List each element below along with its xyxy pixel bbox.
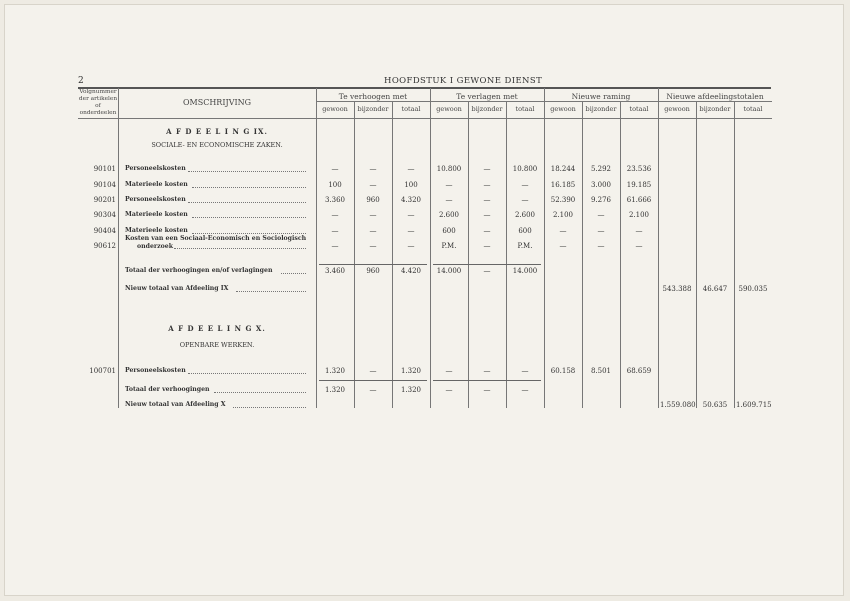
grid-hline <box>316 101 772 102</box>
cell-value: — <box>331 165 339 173</box>
cell-value: 68.659 <box>626 367 652 375</box>
row-description: Personeelskosten <box>125 367 186 374</box>
article-code: 90612 <box>93 242 116 250</box>
cell-value: — <box>445 367 453 375</box>
cell-value: 1.320 <box>400 386 422 394</box>
subheader-bijzonder: bijzonder <box>357 105 389 113</box>
group-te-verhoogen: Te verhoogen met <box>338 92 408 101</box>
row-description: Totaal der verhoogingen en/of verlagingen <box>125 267 273 274</box>
cell-value: — <box>483 227 491 235</box>
grid-vline <box>734 101 735 408</box>
cell-value: — <box>483 181 491 189</box>
cell-value: — <box>521 181 529 189</box>
cell-value: 4.320 <box>400 196 422 204</box>
cell-value: — <box>483 211 491 219</box>
grid-vline <box>392 101 393 408</box>
grid-hline <box>319 264 427 265</box>
grid-vline <box>620 101 621 408</box>
cell-value: 18.244 <box>550 165 576 173</box>
subheader-totaal: totaal <box>629 105 649 113</box>
cell-value: — <box>559 227 567 235</box>
cell-value: — <box>369 211 377 219</box>
cell-value: 600 <box>442 227 456 235</box>
dot-leader <box>192 217 306 218</box>
subheader-bijzonder: bijzonder <box>471 105 503 113</box>
subheader-bijzonder: bijzonder <box>585 105 617 113</box>
dot-leader <box>233 407 306 408</box>
subheader-gewoon: gewoon <box>664 105 690 113</box>
dot-leader <box>188 202 306 203</box>
grid-hline <box>319 380 427 381</box>
grid-hline <box>433 264 541 265</box>
grid-vline <box>582 101 583 408</box>
grid-vline <box>696 101 697 408</box>
cell-value: — <box>597 211 605 219</box>
cell-value: — <box>635 242 643 250</box>
cell-value: — <box>407 165 415 173</box>
row-description: Materieele kosten <box>125 181 188 188</box>
cell-value: — <box>483 165 491 173</box>
cell-value: — <box>407 242 415 250</box>
article-code: 90304 <box>93 211 116 219</box>
cell-value: — <box>597 227 605 235</box>
cell-value: 2.100 <box>552 211 574 219</box>
cell-value: 2.100 <box>628 211 650 219</box>
subheader-totaal: totaal <box>743 105 763 113</box>
cell-value: 10.800 <box>512 165 538 173</box>
cell-value: 46.647 <box>702 285 728 293</box>
grid-vline <box>316 88 317 408</box>
cell-value: 2.600 <box>514 211 536 219</box>
cell-value: — <box>483 242 491 250</box>
grid-vline <box>468 101 469 408</box>
cell-value: — <box>331 227 339 235</box>
cell-value: — <box>483 367 491 375</box>
dot-leader <box>188 373 306 374</box>
group-nieuwe-afdeelingstotalen: Nieuwe afdeelingstotalen <box>666 92 764 101</box>
cell-value: 9.276 <box>590 196 612 204</box>
subheader-totaal: totaal <box>401 105 421 113</box>
row-description: Personeelskosten <box>125 196 186 203</box>
article-code: 90201 <box>93 196 116 204</box>
cell-value: 1.609.715 <box>736 401 772 409</box>
cell-value: 543.388 <box>662 285 692 293</box>
cell-value: — <box>369 165 377 173</box>
cell-value: — <box>445 386 453 394</box>
cell-value: 100 <box>328 181 342 189</box>
cell-value: — <box>407 211 415 219</box>
top-rule <box>78 87 771 89</box>
cell-value: 600 <box>518 227 532 235</box>
article-code: 90404 <box>93 227 116 235</box>
article-code: 90104 <box>93 181 116 189</box>
row-description: Totaal der verhoogingen <box>125 386 210 393</box>
cell-value: — <box>369 227 377 235</box>
dot-leader <box>192 187 306 188</box>
cell-value: 10.800 <box>436 165 462 173</box>
cell-value: 960 <box>366 267 380 275</box>
cell-value: 2.600 <box>438 211 460 219</box>
group-nieuwe-raming: Nieuwe raming <box>571 92 631 101</box>
row-description: Kosten van een Sociaal-Economisch en Sociologisch <box>125 235 307 242</box>
group-te-verlagen: Te verlagen met <box>456 92 518 101</box>
page-number: 2 <box>78 76 84 86</box>
cell-value: 1.320 <box>324 386 346 394</box>
cell-value: 100 <box>404 181 418 189</box>
cell-value: — <box>369 367 377 375</box>
cell-value: — <box>635 227 643 235</box>
col-omschrijving-header: OMSCHRIJVING <box>182 98 252 107</box>
grid-hline <box>433 380 541 381</box>
subheader-totaal: totaal <box>515 105 535 113</box>
cell-value: 1.320 <box>324 367 346 375</box>
cell-value: 3.000 <box>590 181 612 189</box>
grid-vline <box>506 101 507 408</box>
cell-value: 19.185 <box>626 181 652 189</box>
row-description: Materieele kosten <box>125 211 188 218</box>
cell-value: — <box>521 386 529 394</box>
cell-value: P.M. <box>517 242 533 250</box>
dot-leader <box>188 171 306 172</box>
dot-leader <box>281 273 306 274</box>
grid-hline <box>78 118 772 119</box>
dot-leader <box>214 392 306 393</box>
cell-value: 1.559.080 <box>660 401 696 409</box>
cell-value: — <box>445 196 453 204</box>
cell-value: — <box>483 267 491 275</box>
grid-vline <box>544 88 545 408</box>
cell-value: — <box>369 242 377 250</box>
section-subtitle-x: OPENBARE WERKEN. <box>179 341 255 349</box>
col-volgnummer-header: Volgnummer der artikelen of onderdeelen <box>78 89 118 116</box>
cell-value: 960 <box>366 196 380 204</box>
section-subtitle-ix: SOCIALE- EN ECONOMISCHE ZAKEN. <box>151 141 283 149</box>
cell-value: — <box>369 386 377 394</box>
cell-value: — <box>521 196 529 204</box>
dot-leader <box>192 233 306 234</box>
subheader-gewoon: gewoon <box>322 105 348 113</box>
grid-vline <box>430 88 431 408</box>
row-description: Nieuw totaal van Afdeeling IX <box>125 285 229 292</box>
cell-value: — <box>559 242 567 250</box>
cell-value: 14.000 <box>512 267 538 275</box>
cell-value: 16.185 <box>550 181 576 189</box>
cell-value: 50.635 <box>702 401 728 409</box>
cell-value: P.M. <box>441 242 457 250</box>
cell-value: 8.501 <box>590 367 612 375</box>
cell-value: — <box>483 386 491 394</box>
cell-value: 3.460 <box>324 267 346 275</box>
cell-value: 23.536 <box>626 165 652 173</box>
cell-value: — <box>407 227 415 235</box>
cell-value: — <box>521 367 529 375</box>
cell-value: 1.320 <box>400 367 422 375</box>
cell-value: 5.292 <box>590 165 612 173</box>
subheader-bijzonder: bijzonder <box>699 105 731 113</box>
row-description-cont: onderzoek <box>137 243 174 250</box>
cell-value: — <box>483 196 491 204</box>
chapter-title: HOOFDSTUK I GEWONE DIENST <box>384 76 543 86</box>
subheader-gewoon: gewoon <box>436 105 462 113</box>
cell-value: 61.666 <box>626 196 652 204</box>
dot-leader <box>236 291 306 292</box>
section-title-x: A F D E E L I N G X. <box>168 324 266 333</box>
grid-vline <box>354 101 355 408</box>
row-description: Materieele kosten <box>125 227 188 234</box>
cell-value: — <box>369 181 377 189</box>
cell-value: — <box>331 211 339 219</box>
row-description: Nieuw totaal van Afdeeling X <box>125 401 226 408</box>
cell-value: 4.420 <box>400 267 422 275</box>
section-title-ix: A F D E E L I N G IX. <box>166 127 268 136</box>
subheader-gewoon: gewoon <box>550 105 576 113</box>
cell-value: — <box>445 181 453 189</box>
cell-value: — <box>331 242 339 250</box>
grid-vline <box>118 88 119 408</box>
cell-value: 3.360 <box>324 196 346 204</box>
cell-value: 590.035 <box>738 285 768 293</box>
cell-value: 52.390 <box>550 196 576 204</box>
article-code: 90101 <box>93 165 116 173</box>
row-description: Personeelskosten <box>125 165 186 172</box>
cell-value: 14.000 <box>436 267 462 275</box>
cell-value: — <box>597 242 605 250</box>
article-code: 100701 <box>89 367 116 375</box>
cell-value: 60.158 <box>550 367 576 375</box>
grid-vline <box>658 88 659 408</box>
dot-leader <box>174 248 306 249</box>
